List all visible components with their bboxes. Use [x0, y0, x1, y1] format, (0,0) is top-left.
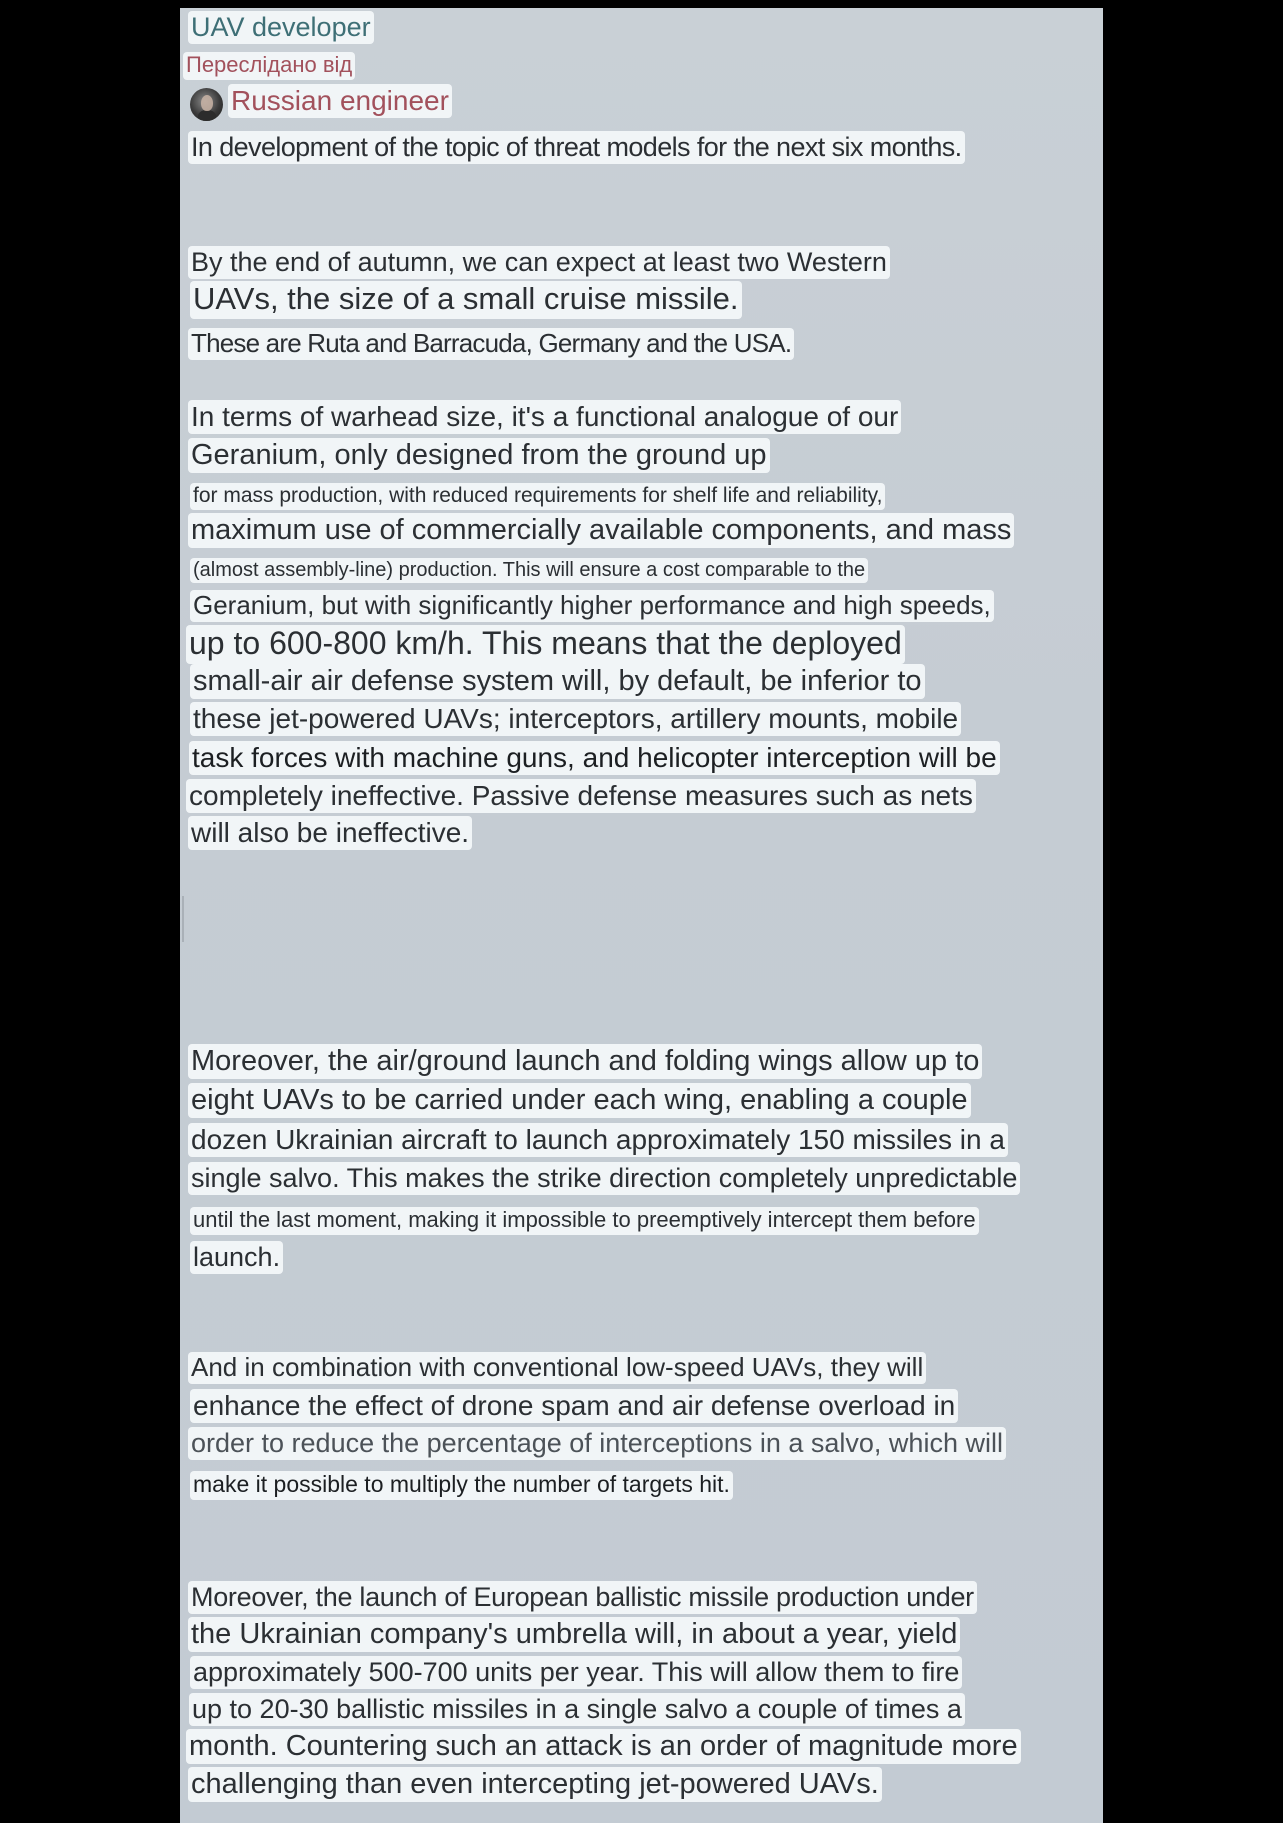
message-line: up to 600-800 km/h. This means that the deployed [186, 625, 905, 664]
message-line: the Ukrainian company's umbrella will, in about a year, yield [188, 1617, 960, 1652]
message-line: up to 20-30 ballistic missiles in a single salvo a couple of times a [189, 1693, 965, 1726]
message-panel [180, 8, 1103, 1823]
message-line: And in combination with conventional low-speed UAVs, they will [188, 1352, 926, 1384]
message-line: month. Countering such an attack is an order of magnitude more [186, 1729, 1021, 1764]
channel-name[interactable]: UAV developer [188, 11, 374, 44]
message-line: Moreover, the air/ground launch and folding wings allow up to [188, 1044, 982, 1079]
message-line: maximum use of commercially available components, and mass [188, 513, 1014, 548]
forwarded-author-name[interactable]: Russian engineer [228, 84, 452, 118]
message-line: these jet-powered UAVs; interceptors, artillery mounts, mobile [190, 702, 961, 736]
forwarded-from-label: Переслідано від [183, 52, 355, 80]
message-line: for mass production, with reduced requirements for shelf life and reliability, [190, 483, 885, 510]
message-line: make it possible to multiply the number of targets hit. [190, 1471, 733, 1500]
message-line: (almost assembly-line) production. This will ensure a cost comparable to the [190, 558, 868, 583]
message-line: enhance the effect of drone spam and air defense overload in [190, 1389, 958, 1423]
author-avatar[interactable] [190, 88, 223, 121]
message-line: small-air air defense system will, by default, be inferior to [190, 664, 925, 699]
message-line: By the end of autumn, we can expect at least two Western [188, 246, 890, 279]
message-line: task forces with machine guns, and helicopter interception will be [189, 741, 1000, 775]
message-line: will also be ineffective. [188, 816, 472, 850]
message-line: launch. [190, 1241, 283, 1274]
message-line: eight UAVs to be carried under each wing, enabling a couple [188, 1083, 971, 1118]
message-line: Moreover, the launch of European ballistic missile production under [188, 1581, 977, 1614]
message-line: challenging than even intercepting jet-powered UAVs. [188, 1767, 882, 1802]
message-line: until the last moment, making it impossible to preemptively intercept them before [190, 1207, 979, 1235]
message-line: Geranium, but with significantly higher performance and high speeds, [190, 590, 994, 622]
message-line: dozen Ukrainian aircraft to launch approximately 150 missiles in a [188, 1123, 1008, 1157]
message-line: single salvo. This makes the strike direction completely unpredictable [188, 1162, 1020, 1195]
message-line: UAVs, the size of a small cruise missile. [190, 281, 742, 319]
message-line: These are Ruta and Barracuda, Germany and the USA. [188, 328, 794, 360]
message-line: In terms of warhead size, it's a functional analogue of our [188, 400, 901, 434]
message-line: Geranium, only designed from the ground up [188, 438, 770, 473]
message-line: completely ineffective. Passive defense measures such as nets [186, 779, 976, 813]
message-line: approximately 500-700 units per year. This will allow them to fire [190, 1656, 962, 1689]
message-line: In development of the topic of threat models for the next six months. [188, 131, 965, 164]
message-line: order to reduce the percentage of interceptions in a salvo, which will [188, 1427, 1006, 1460]
scroll-edge-mark [182, 896, 184, 942]
